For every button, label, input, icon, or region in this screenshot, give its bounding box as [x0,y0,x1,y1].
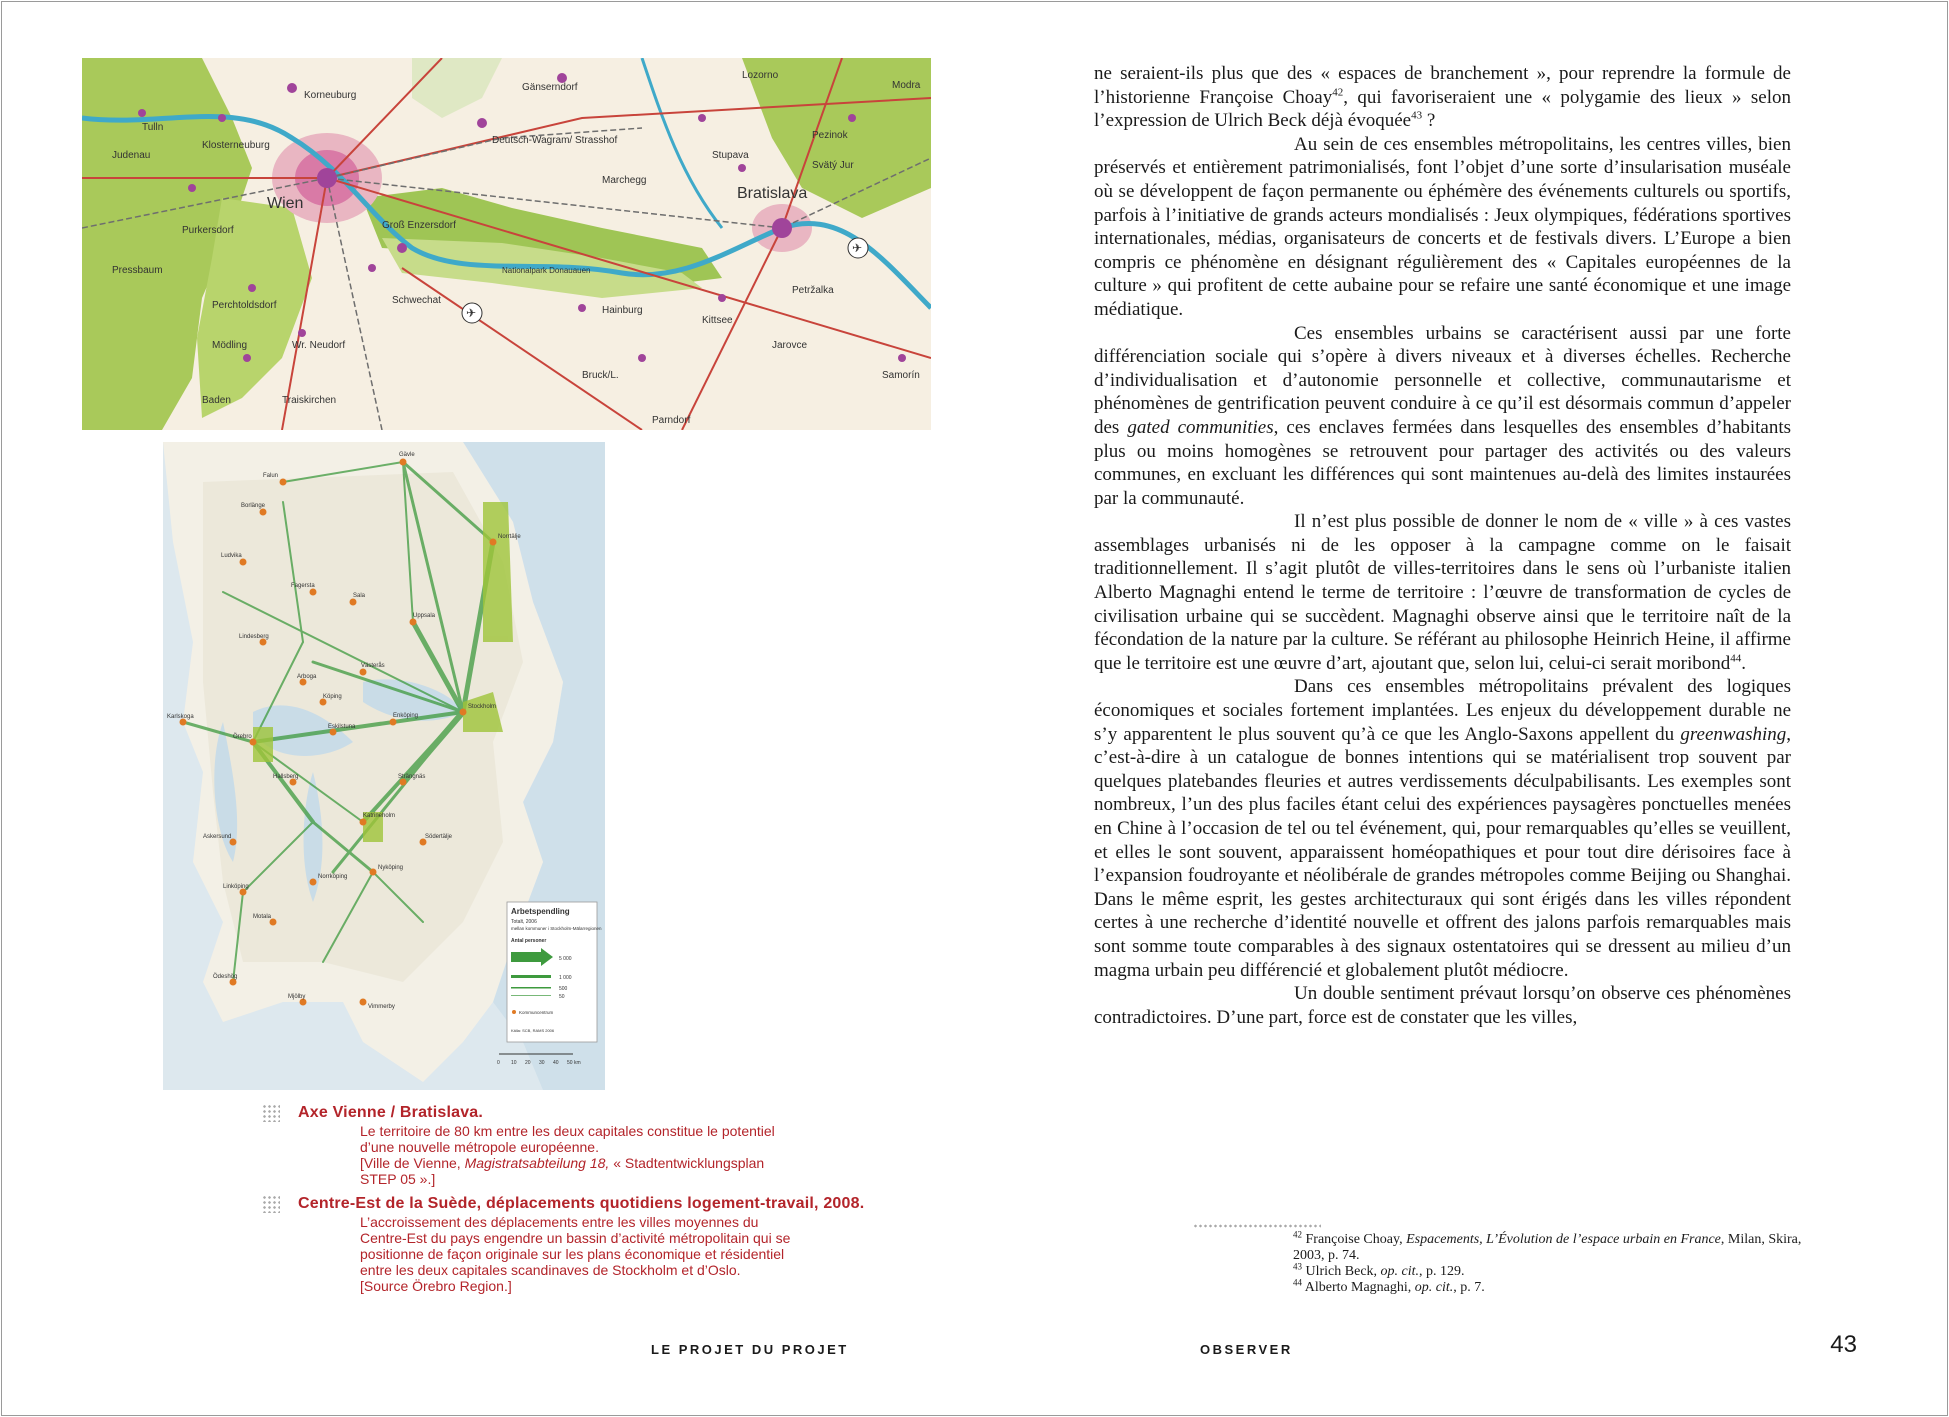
caption-sweden [298,1195,878,1294]
label-baden: Baden [202,395,231,406]
sweden-commuting-map [163,442,605,1090]
svg-text:40: 40 [553,1060,559,1066]
label-vasteras: Västerås [361,663,385,669]
label-hallsberg: Hallsberg [273,774,299,780]
label-nationalpark: Nationalpark Donauauen [502,266,591,275]
label-nykoping: Nyköping [378,865,404,871]
label-norrkoping: Norrköping [318,874,348,880]
footnote-ref-43: 43 [1411,109,1423,122]
label-svaty-jur: Svätý Jur [812,160,854,171]
svg-text:20: 20 [525,1060,531,1066]
label-vimmerby: Vimmerby [368,1004,395,1010]
label-samorin: Samorín [882,370,920,381]
paragraph-5: Dans ces ensembles métropolitains prévalent des logiques économiques et sociales fortement implantées. Les enjeux du développement durable ne s’y apparentent le plus souvent qu’à ce que les Anglo-Saxons appellent du greenwashing, c’est-à-dire à un catalogue de bonnes intentions qui se matérialisent trop souvent par quelques platebandes fleuries et autres verdissements déculpabilisants. Les exemples sont nombreux, l’un des plus faciles étant celui des expériences paysagères ponctuelles menées en Chine à l’occasion de tel ou tel événement, qui, pour remarquables qu’elles se veuillent, et elles le sont souvent, apparaissent homéopathiques et pour tout dire dérisoires face à l’expansion foudroyante et néolibérale de grandes métropoles comme Beijing ou Shanghai. Dans le même esprit, les gestes architecturaux qui sont érigés dans les villes répondent certes à une recherche d’identité nouvelle et offrent des jalons parfois remarquables mais sont somme toute comparables à des signaux ostentatoires qui se dressent au milieu d’un magma urbain peu différencié et globalement plutôt médiocre. [1094,676,1791,981]
caption-marker-2 [262,1195,280,1213]
label-eskilstuna: Eskilstuna [328,724,356,730]
svg-text:50 km: 50 km [567,1060,581,1066]
label-modra: Modra [892,80,921,91]
footnote-42: $^{42}$ Françoise Choay, Espacements, L’Évolution de l’espace urbain en France, Milan, Skira, 2003, p. 74. [1293,1229,1802,1263]
svg-text:10: 10 [511,1060,517,1066]
label-tulln: Tulln [142,122,164,133]
legend-bar-1000 [511,975,551,978]
footnotes [1293,1229,1813,1296]
label-askersund: Askersund [203,834,232,840]
label-korneuburg: Korneuburg [304,90,357,101]
footnote-ref-42: 42 [1332,86,1344,99]
legend-centre-dot [512,1010,516,1014]
legend-bar-500 [511,987,551,989]
paragraph-1: ne seraient-ils plus que des « espaces de branchement », pour reprendre la formule de l’historienne Françoise Choay$^{42}$, qui favoriseraient une « polygamie des lieux » selon l’expression de Ulrich Beck déjà évoquée$^{43}$ ? [1094,63,1791,132]
label-pressbaum: Pressbaum [112,265,163,276]
footnote-44: $^{44}$ Alberto Magnaghi, op. cit., p. 7. [1293,1277,1485,1295]
paragraph-6: Un double sentiment prévaut lorsqu’on observe ces phénomènes contradictoires. D’une part, force est de constater que les villes, [1094,983,1791,1028]
footnote-ref-44: 44 [1730,652,1742,665]
label-odeshog: Ödeshög [213,974,238,980]
label-linkoping: Linköping [223,884,249,890]
label-wr-neudorf: Wr. Neudorf [292,340,346,351]
map-legend [507,902,602,1042]
label-judenau: Judenau [112,150,151,161]
body-text [1094,62,1791,1029]
label-kittsee: Kittsee [702,315,733,326]
caption-vienna-line2: d’une nouvelle métropole européenne. [360,1139,599,1155]
label-sodertalje: Södertälje [425,834,453,840]
caption-vienna-line3: [Ville de Vienne, Magistratsabteilung 18, « Stadtentwicklungsplan [360,1155,765,1171]
legend-centre: Kommuncentrum [519,1010,554,1015]
label-falun: Falun [263,473,279,479]
label-lozorno: Lozorno [742,70,779,81]
label-petrzalka: Petržalka [792,285,834,296]
label-bruck: Bruck/L. [582,370,619,381]
label-perchtoldsdorf: Perchtoldsdorf [212,300,277,311]
label-fagersta: Fagersta [291,583,315,589]
label-katrineholm: Katrineholm [363,813,396,819]
page-number: 43 [1830,1331,1857,1358]
caption-sweden-body [360,1214,878,1294]
caption-sweden-line5: [Source Örebro Region.] [360,1278,512,1294]
legend-value-1000: 1 000 [559,975,572,981]
label-klosterneuburg: Klosterneuburg [202,140,270,151]
label-mjolby: Mjölby [288,994,306,1000]
legend-source: Källa: SCB, RAMS 2006 [511,1028,555,1033]
label-deutsch-wagram: Deutsch-Wagram/ Strasshof [492,135,618,146]
caption-vienna-body [360,1123,878,1187]
vienna-bratislava-map [82,58,931,430]
vienna-map-graphic [82,58,931,430]
paragraph-3: Ces ensembles urbains se caractérisent aussi par une forte différenciation sociale qui s’opère à divers niveaux et à diverses échelles. Recherche d’individualisation et d’autonomie personnelle et collective, communautarisme et phénomènes de gentrification peuvent conduire à ce qu’il est désormais commun d’appeler des gated communities, ces enclaves fermées dans lesquelles des ensembles d’habitants plus ou moins homogènes se retrouvent pour partager des activités ou des valeurs communes, en excluant les différences qui sont maintenues au-delà des limites instaurées par la communauté. [1094,322,1791,509]
label-traiskirchen: Traiskirchen [282,395,337,406]
label-orebro: Örebro [233,734,252,740]
caption-vienna-title: Axe Vienne / Bratislava. [298,1104,484,1121]
legend-antal: Antal personer [511,938,547,944]
footnote-separator [1193,1224,1321,1228]
caption-vienna-line1: Le territoire de 80 km entre les deux capitales constitue le potentiel [360,1123,775,1139]
label-stockholm: Stockholm [468,704,497,710]
label-ganserndorf: Gänserndorf [522,82,578,93]
label-parndorf: Parndorf [652,415,691,426]
label-gavle: Gävle [399,452,415,458]
caption-vienna [298,1104,878,1187]
caption-sweden-title: Centre-Est de la Suède, déplacements quotidiens logement-travail, 2008. [298,1195,865,1212]
svg-text:✈: ✈ [852,241,863,255]
label-wien: Wien [267,195,304,212]
legend-value-5000: 5 000 [559,956,572,962]
label-strangnas: Strängnäs [398,774,426,780]
footer-right-running-head: OBSERVER [1200,1342,1293,1357]
footer-left-running-head: LE PROJET DU PROJET [651,1342,849,1357]
label-motala: Motala [253,914,272,920]
label-gross-enzersdorf: Groß Enzersdorf [382,220,456,231]
caption-sweden-line1: L’accroissement des déplacements entre les villes moyennes du [360,1214,759,1230]
label-sala: Sala [353,593,366,599]
svg-text:0: 0 [497,1060,500,1066]
label-norrtalje: Norrtälje [498,534,521,540]
svg-text:✈: ✈ [466,306,477,320]
caption-sweden-line2: Centre-Est du pays engendre un bassin d’activité métropolitain qui se [360,1230,791,1246]
caption-sweden-line3: positionne de façon originale sur les plans économique et résidentiel [360,1246,785,1262]
legend-value-500: 500 [559,986,568,992]
label-arboga: Arboga [297,674,317,680]
label-modling: Mödling [212,340,248,351]
label-ludvika: Ludvika [221,553,242,559]
paragraph-4: Il n’est plus possible de donner le nom de « ville » à ces vastes assemblages urbanisés ni de les opposer à la campagne comme on le faisait traditionnellement. Il s’agit plutôt de villes-territoires dans le sens où l’urbaniste italien Alberto Magnaghi entend le terme de territoire : l’œuvre de transformation de cycles de civilisation urbaine qui se succèdent. Magnaghi observe ainsi que le territoire naît de la fécondation de la nature par la culture. Se référant au philosophe Heinrich Heine, il affirme que le territoire est une œuvre d’art, ajoutant que, selon lui, celui-ci serait moribond$^{44}$. [1094,511,1791,674]
legend-subtitle2: mellan kommuner i Stockholm-Mälarregionen [511,926,602,931]
paragraph-2: Au sein de ces ensembles métropolitains, les centres villes, bien préservés et entièrement patrimonialisés, font l’objet d’une sorte d’insularisation muséale où se développent de façon permanente ou éphémère des événements culturels ou sportifs, parfois à l’initiative de grands acteurs mondialisés : Jeux olympiques, fédérations sportives internationales, médias, organisateurs de concerts et de festivals divers. L’Europe a bien compris ce phénomène en désignant régulièrement des « Capitales européennes de la culture » qui profitent de cette aubaine pour se refaire une santé économique et une image médiatique. [1094,133,1791,320]
label-pezinok: Pezinok [812,130,848,141]
label-enkoping: Enköping [393,713,419,719]
legend-title: Arbetspendling [511,907,570,916]
legend-value-50: 50 [559,994,565,1000]
label-koping: Köping [323,694,342,700]
label-karlskoga: Karlskoga [167,714,194,720]
legend-subtitle1: Totalt, 2006 [511,919,537,925]
svg-text:30: 30 [539,1060,545,1066]
label-purkersdorf: Purkersdorf [182,225,234,236]
label-jarovce: Jarovce [772,340,808,351]
caption-sweden-line4: entre les deux capitales scandinaves de Stockholm et d’Oslo. [360,1262,741,1278]
label-uppsala: Uppsala [413,613,436,619]
legend-bar-50 [511,995,551,996]
label-schwechat: Schwechat [392,295,441,306]
caption-vienna-line4: STEP 05 ».] [360,1171,436,1187]
label-stupava: Stupava [712,150,749,161]
label-borlange: Borlänge [241,503,266,509]
label-marchegg: Marchegg [602,175,647,186]
sweden-map-graphic [163,442,605,1090]
footnote-43: $^{43}$ Ulrich Beck, op. cit., p. 129. [1293,1261,1465,1279]
caption-marker-1 [262,1104,280,1122]
label-bratislava: Bratislava [737,185,808,202]
label-lindesberg: Lindesberg [239,634,269,640]
label-hainburg: Hainburg [602,305,643,316]
